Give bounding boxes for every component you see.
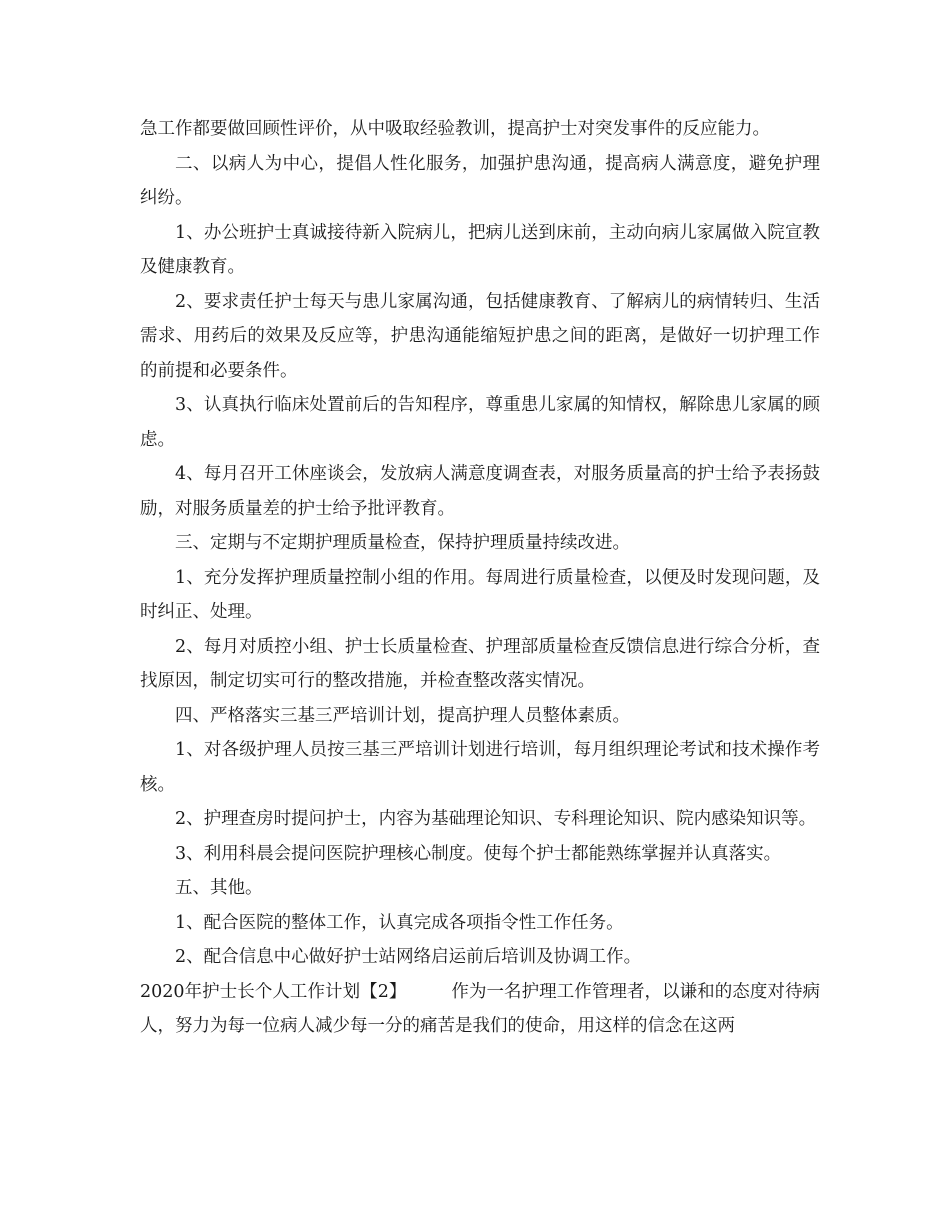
paragraph: 1、配合医院的整体工作，认真完成各项指令性工作任务。	[175, 912, 624, 933]
paragraph: 3、认真执行临床处置前后的告知程序，尊重患儿家属的知情权，解除患儿家属的顾虑。	[140, 395, 820, 450]
document-page	[140, 112, 820, 1044]
plan-title-paragraph: 2020年护士长个人工作计划【2】 作为一名护理工作管理者，以谦和的态度对待病人，努力为每一位病人减少每一分的痛苦是我们的使命，用这样的信念在这两	[140, 981, 820, 1036]
paragraph: 4、每月召开工休座谈会，发放病人满意度调查表，对服务质量高的护士给予表扬鼓励，对服务质量差的护士给予批评教育。	[140, 464, 820, 519]
paragraph: 2、护理查房时提问护士，内容为基础理论知识、专科理论知识、院内感染知识等。	[175, 809, 817, 829]
section-heading-5: 五、其他。	[175, 878, 263, 898]
paragraph: 2、要求责任护士每天与患儿家属沟通，包括健康教育、了解病儿的病情转归、生活需求、用药后的效果及反应等，护患沟通能缩短护患之间的距离，是做好一切护理工作的前提和必要条件。	[140, 291, 820, 381]
paragraph: 2、每月对质控小组、护士长质量检查、护理部质量检查反馈信息进行综合分析，查找原因，制定切实可行的整改措施，并检查整改落实情况。	[140, 636, 820, 691]
paragraph: 急工作都要做回顾性评价，从中吸取经验教训，提高护士对突发事件的反应能力。	[140, 119, 770, 139]
paragraph: 1、对各级护理人员按三基三严培训计划进行培训，每月组织理论考试和技术操作考核。	[140, 740, 820, 795]
section-heading-2: 二、以病人为中心，提倡人性化服务，加强护患沟通，提高病人满意度，避免护理纠纷。	[140, 153, 820, 208]
paragraph: 1、充分发挥护理质量控制小组的作用。每周进行质量检查，以便及时发现问题，及时纠正、处理。	[140, 567, 820, 622]
paragraph: 3、利用科晨会提问医院护理核心制度。使每个护士都能熟练掌握并认真落实。	[175, 843, 782, 864]
section-heading-4: 四、严格落实三基三严培训计划，提高护理人员整体素质。	[175, 705, 630, 726]
section-heading-3: 三、定期与不定期护理质量检查，保持护理质量持续改进。	[175, 533, 630, 553]
paragraph: 1、办公班护士真诚接待新入院病儿，把病儿送到床前，主动向病儿家属做入院宣教及健康教育。	[140, 222, 820, 277]
paragraph: 2、配合信息中心做好护士站网络启运前后培训及协调工作。	[175, 947, 642, 967]
